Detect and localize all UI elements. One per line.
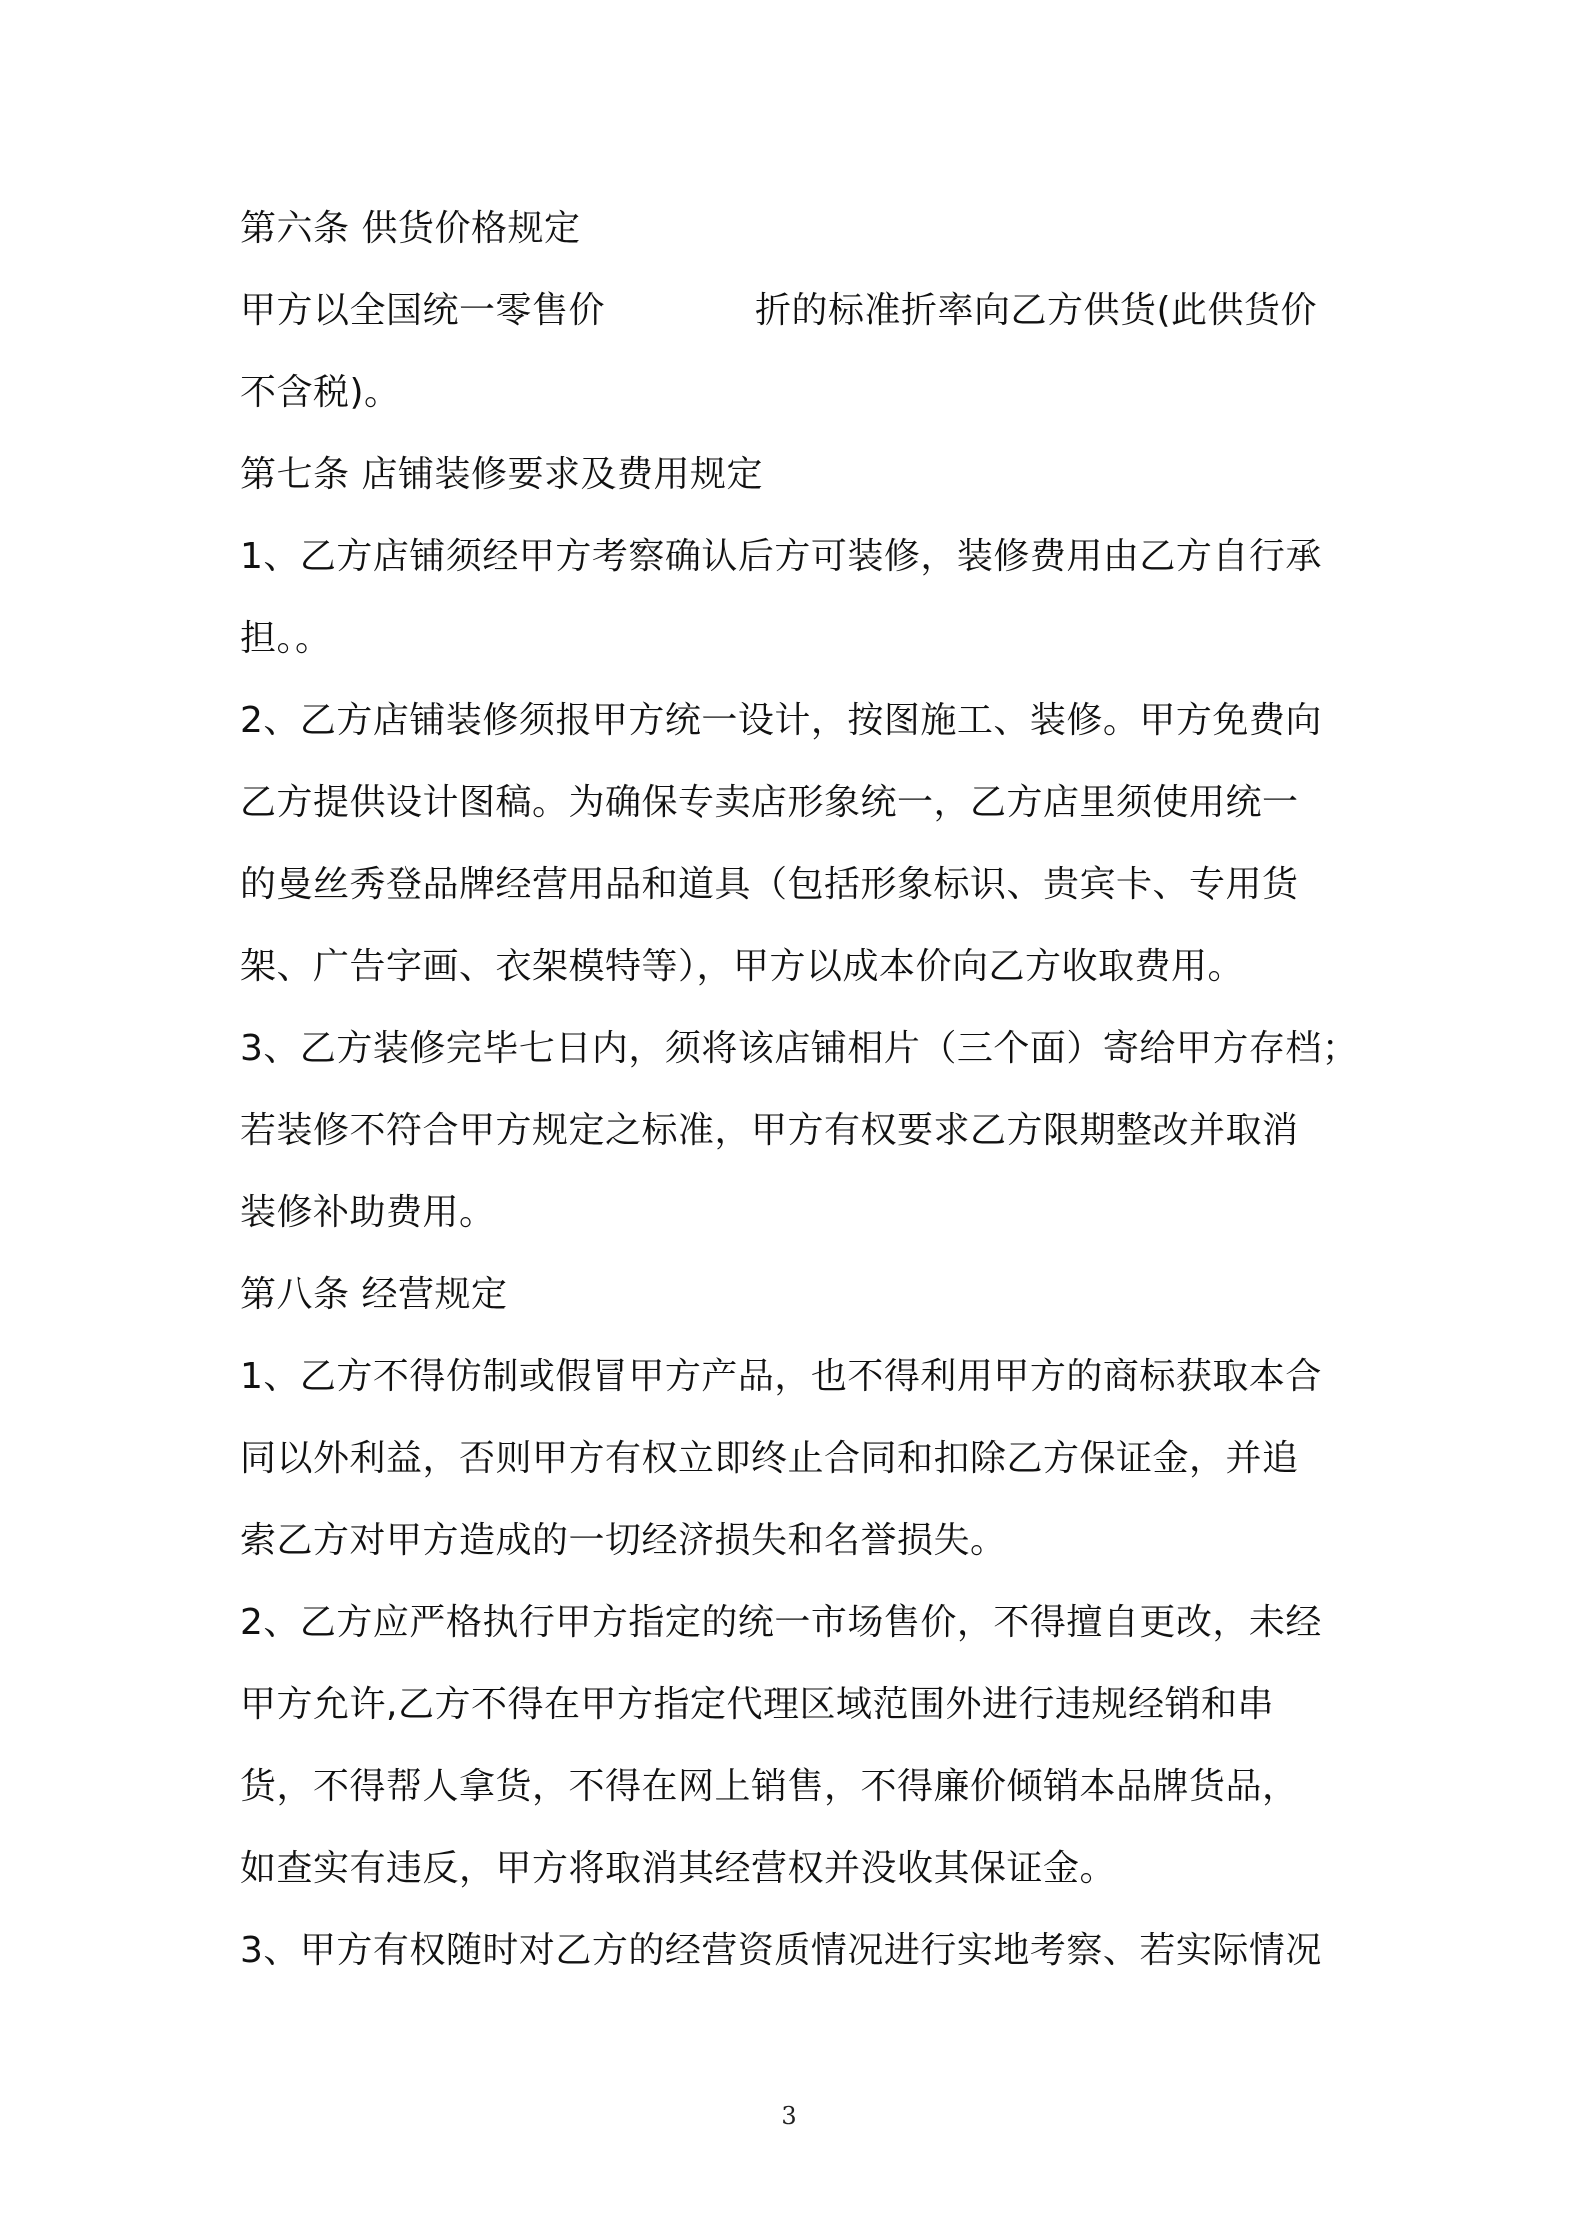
text-line: 的曼丝秀登品牌经营用品和道具（包括形象标识、贵宾卡、专用货: [240, 864, 1299, 905]
page-number: 3: [781, 2102, 797, 2130]
text-line: 甲方允许,乙方不得在甲方指定代理区域范围外进行违规经销和串: [240, 1684, 1274, 1725]
text-line: 1、乙方店铺须经甲方考察确认后方可装修，装修费用由乙方自行承: [240, 536, 1322, 577]
text-line: 如查实有违反，甲方将取消其经营权并没收其保证金。: [240, 1848, 1117, 1889]
text-line: [240, 270, 1355, 352]
text-line: 装修补助费用。: [240, 1192, 496, 1233]
article-7-heading: 第七条 店铺装修要求及费用规定: [240, 454, 763, 495]
text-line: 同以外利益，否则甲方有权立即终止合同和扣除乙方保证金，并追: [240, 1438, 1299, 1479]
article-8-heading: 第八条 经营规定: [240, 1274, 508, 1315]
text-line: 3、甲方有权随时对乙方的经营资质情况进行实地考察、若实际情况: [240, 1930, 1322, 1971]
price-line-part1: 甲方以全国统一零售价: [240, 290, 606, 331]
text-line: 不含税)。: [240, 372, 401, 413]
text-line: 2、乙方店铺装修须报甲方统一设计，按图施工、装修。甲方免费向: [240, 700, 1322, 741]
article-6-heading: 第六条 供货价格规定: [240, 208, 581, 249]
text-line: 架、广告字画、衣架模特等），甲方以成本价向乙方收取费用。: [240, 946, 1245, 987]
text-line: 货，不得帮人拿货，不得在网上销售，不得廉价倾销本品牌货品，: [240, 1766, 1299, 1807]
text-line: 索乙方对甲方造成的一切经济损失和名誉损失。: [240, 1520, 1007, 1561]
text-line: 2、乙方应严格执行甲方指定的统一市场售价，不得擅自更改，未经: [240, 1602, 1322, 1643]
document-body: [240, 188, 1359, 1992]
text-line: 担。。: [240, 618, 332, 659]
price-line-part2: 折的标准折率向乙方供货(此供货价: [755, 290, 1318, 331]
text-line: 若装修不符合甲方规定之标准，甲方有权要求乙方限期整改并取消: [240, 1110, 1299, 1151]
text-line: 乙方提供设计图稿。为确保专卖店形象统一，乙方店里须使用统一: [240, 782, 1299, 823]
text-line: 3、乙方装修完毕七日内，须将该店铺相片（三个面）寄给甲方存档；: [240, 1028, 1359, 1069]
text-line: 1、乙方不得仿制或假冒甲方产品，也不得利用甲方的商标获取本合: [240, 1356, 1322, 1397]
